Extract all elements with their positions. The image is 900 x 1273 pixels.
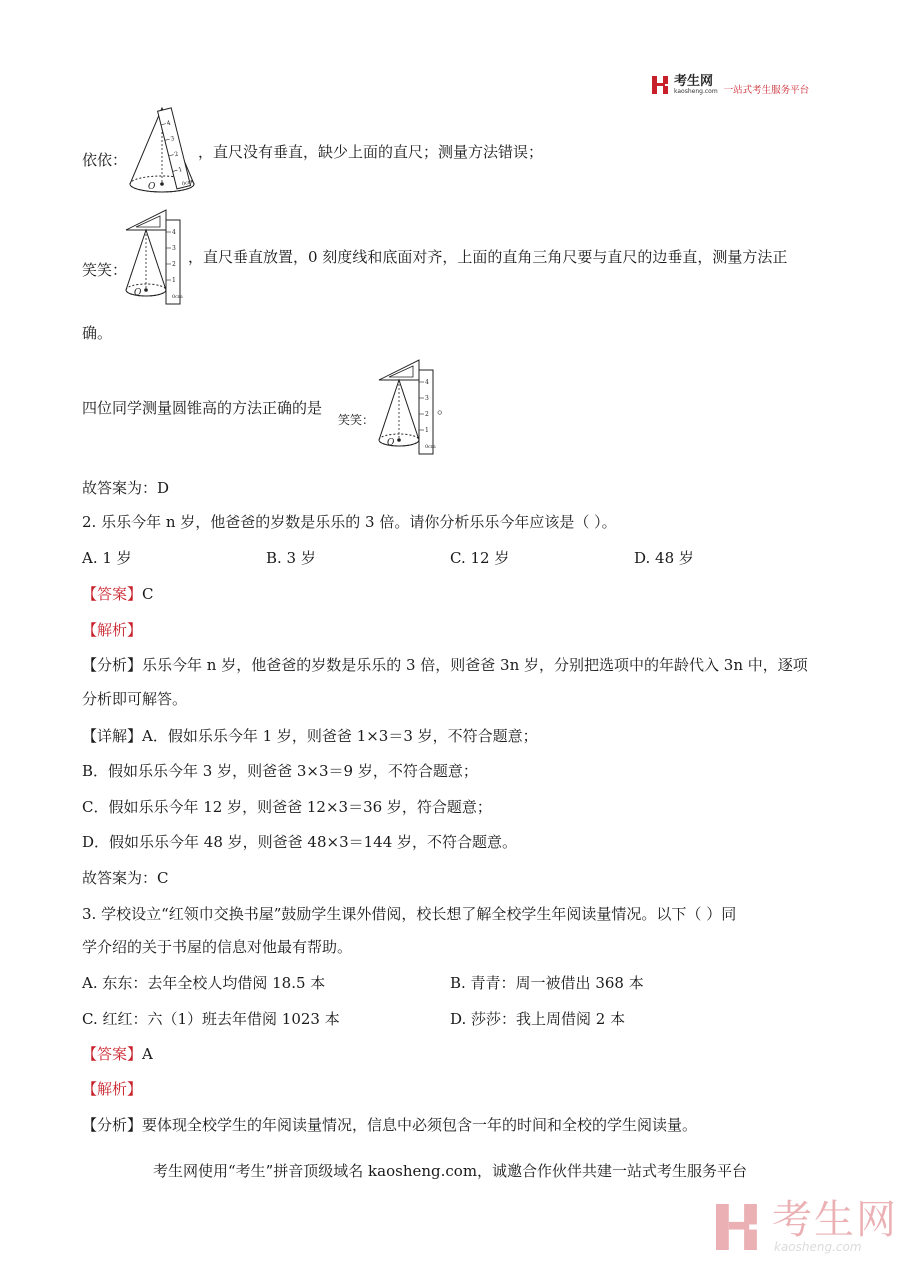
brand-domain: kaosheng.com (674, 88, 718, 95)
brand-name: 考生网 (674, 74, 714, 89)
q2-option-d: D. 48 岁 (634, 549, 694, 567)
q3-stem-cont: 学介绍的关于书屋的信息对他最有帮助。 (82, 938, 353, 956)
watermark-domain: kaosheng.com (774, 1240, 862, 1254)
ruler-tick: 4 (166, 119, 172, 128)
watermark-name: 考生网 (772, 1197, 898, 1243)
ruler-tick: 3 (172, 245, 176, 252)
q2-fenxi-line (82, 655, 808, 675)
q2-jiexi: 【解析】 (82, 621, 143, 639)
xiaoxiao-text-cont: 确。 (82, 324, 113, 342)
center-label: O (148, 182, 156, 192)
cone-figure-conclusion (375, 356, 445, 456)
q3-fenxi-line (82, 1115, 697, 1135)
ruler-tick: 1 (177, 166, 184, 174)
yiyi-text: ，直尺没有垂直，缺少上面的直尺；测量方法错误； (198, 143, 544, 161)
answer2: 故答案为：C (82, 869, 169, 887)
kaosheng-watermark-icon (716, 1201, 762, 1253)
q3-answer-tag: 【答案】 (82, 1045, 143, 1063)
q2-xiangjie-line (82, 726, 538, 746)
q2-answer: C (142, 585, 154, 603)
ruler-zero: 0cm (181, 178, 194, 188)
q2-option-a: A. 1 岁 (82, 549, 132, 567)
ruler-tick: 3 (425, 395, 429, 402)
q3-jiexi: 【解析】 (82, 1080, 143, 1098)
q2-xiangjie-d: D．假如乐乐今年 48 岁，则爸爸 48×3＝144 岁，不符合题意。 (82, 833, 518, 851)
q3-answer-line (82, 1044, 153, 1064)
xiaoxiao-label: 笑笑： (82, 261, 128, 279)
conclusion-label: 笑笑： (338, 413, 375, 427)
ruler-tick: 2 (425, 411, 429, 418)
ruler-tick: 4 (172, 229, 176, 236)
q2-fenxi-cont: 分析即可解答。 (82, 690, 188, 708)
q2-xiangjie-tag: 【详解】 (82, 727, 143, 745)
cone-figure-yiyi (124, 102, 200, 198)
ruler-tick: 1 (172, 277, 176, 284)
q3-option-b: B. 青青：周一被借出 368 本 (450, 974, 644, 992)
q2-xiangjie-a: A．假如乐乐今年 1 岁，则爸爸 1×3＝3 岁，不符合题意； (142, 727, 538, 745)
q2-xiangjie-b: B．假如乐乐今年 3 岁，则爸爸 3×3＝9 岁，不符合题意； (82, 762, 478, 780)
conclusion-text: 四位同学测量圆锥高的方法正确的是 (82, 399, 323, 417)
answer1: 故答案为：D (82, 479, 170, 497)
xiaoxiao-text: ，直尺垂直放置，0 刻度线和底面对齐，上面的直角三角尺要与直尺的边垂直，测量方法正 (188, 248, 788, 266)
ruler-tick: 2 (172, 261, 176, 268)
q2-fenxi-tag: 【分析】 (82, 656, 143, 674)
q3-option-c: C. 红红：六（1）班去年借阅 1023 本 (82, 1010, 340, 1028)
q2-xiangjie-c: C．假如乐乐今年 12 岁，则爸爸 12×3＝36 岁，符合题意； (82, 798, 492, 816)
ruler-zero: 0cm (172, 294, 183, 300)
q2-answer-tag: 【答案】 (82, 585, 143, 603)
q2-stem: 2. 乐乐今年 n 岁，他爸爸的岁数是乐乐的 3 倍。请你分析乐乐今年应该是（ ）。 (82, 513, 617, 531)
q2-option-b: B. 3 岁 (266, 549, 316, 567)
q3-fenxi-tag: 【分析】 (82, 1116, 143, 1134)
q2-answer-line (82, 584, 154, 604)
ruler-tick: 3 (169, 135, 176, 143)
center-label: O (387, 438, 395, 448)
conclusion-end: 。 (437, 399, 453, 417)
ruler-tick: 2 (173, 150, 180, 159)
q3-fenxi: 要体现全校学生的年阅读量情况，信息中必须包含一年的时间和全校的学生阅读量。 (142, 1116, 698, 1134)
brand-header (652, 74, 809, 96)
kaosheng-logo-icon (652, 75, 670, 95)
center-label: O (134, 288, 142, 298)
page-footer: 考生网使用“考生”拼音顶级域名 kaosheng.com，诚邀合作伙伴共建一站式考生服务平台 (152, 1162, 748, 1180)
ruler-tick: 4 (425, 379, 429, 386)
q2-fenxi: 乐乐今年 n 岁，他爸爸的岁数是乐乐的 3 倍，则爸爸 3n 岁，分别把选项中的年龄代入 3n 中，逐项 (142, 656, 808, 674)
q3-option-d: D. 莎莎：我上周借阅 2 本 (450, 1010, 626, 1028)
watermark (716, 1197, 898, 1254)
q3-option-a: A. 东东：去年全校人均借阅 18.5 本 (82, 974, 326, 992)
ruler-tick: 1 (425, 427, 429, 434)
brand-slogan: 一站式考生服务平台 (723, 85, 810, 96)
yiyi-label: 依依： (82, 151, 128, 169)
q3-answer: A (142, 1045, 153, 1063)
cone-figure-xiaoxiao (122, 206, 192, 306)
ruler-zero: 0cm (425, 444, 436, 450)
q2-option-c: C. 12 岁 (450, 549, 510, 567)
q3-stem: 3. 学校设立“红领巾交换书屋”鼓励学生课外借阅，校长想了解全校学生年阅读量情况。以下（ ）同 (82, 905, 737, 923)
